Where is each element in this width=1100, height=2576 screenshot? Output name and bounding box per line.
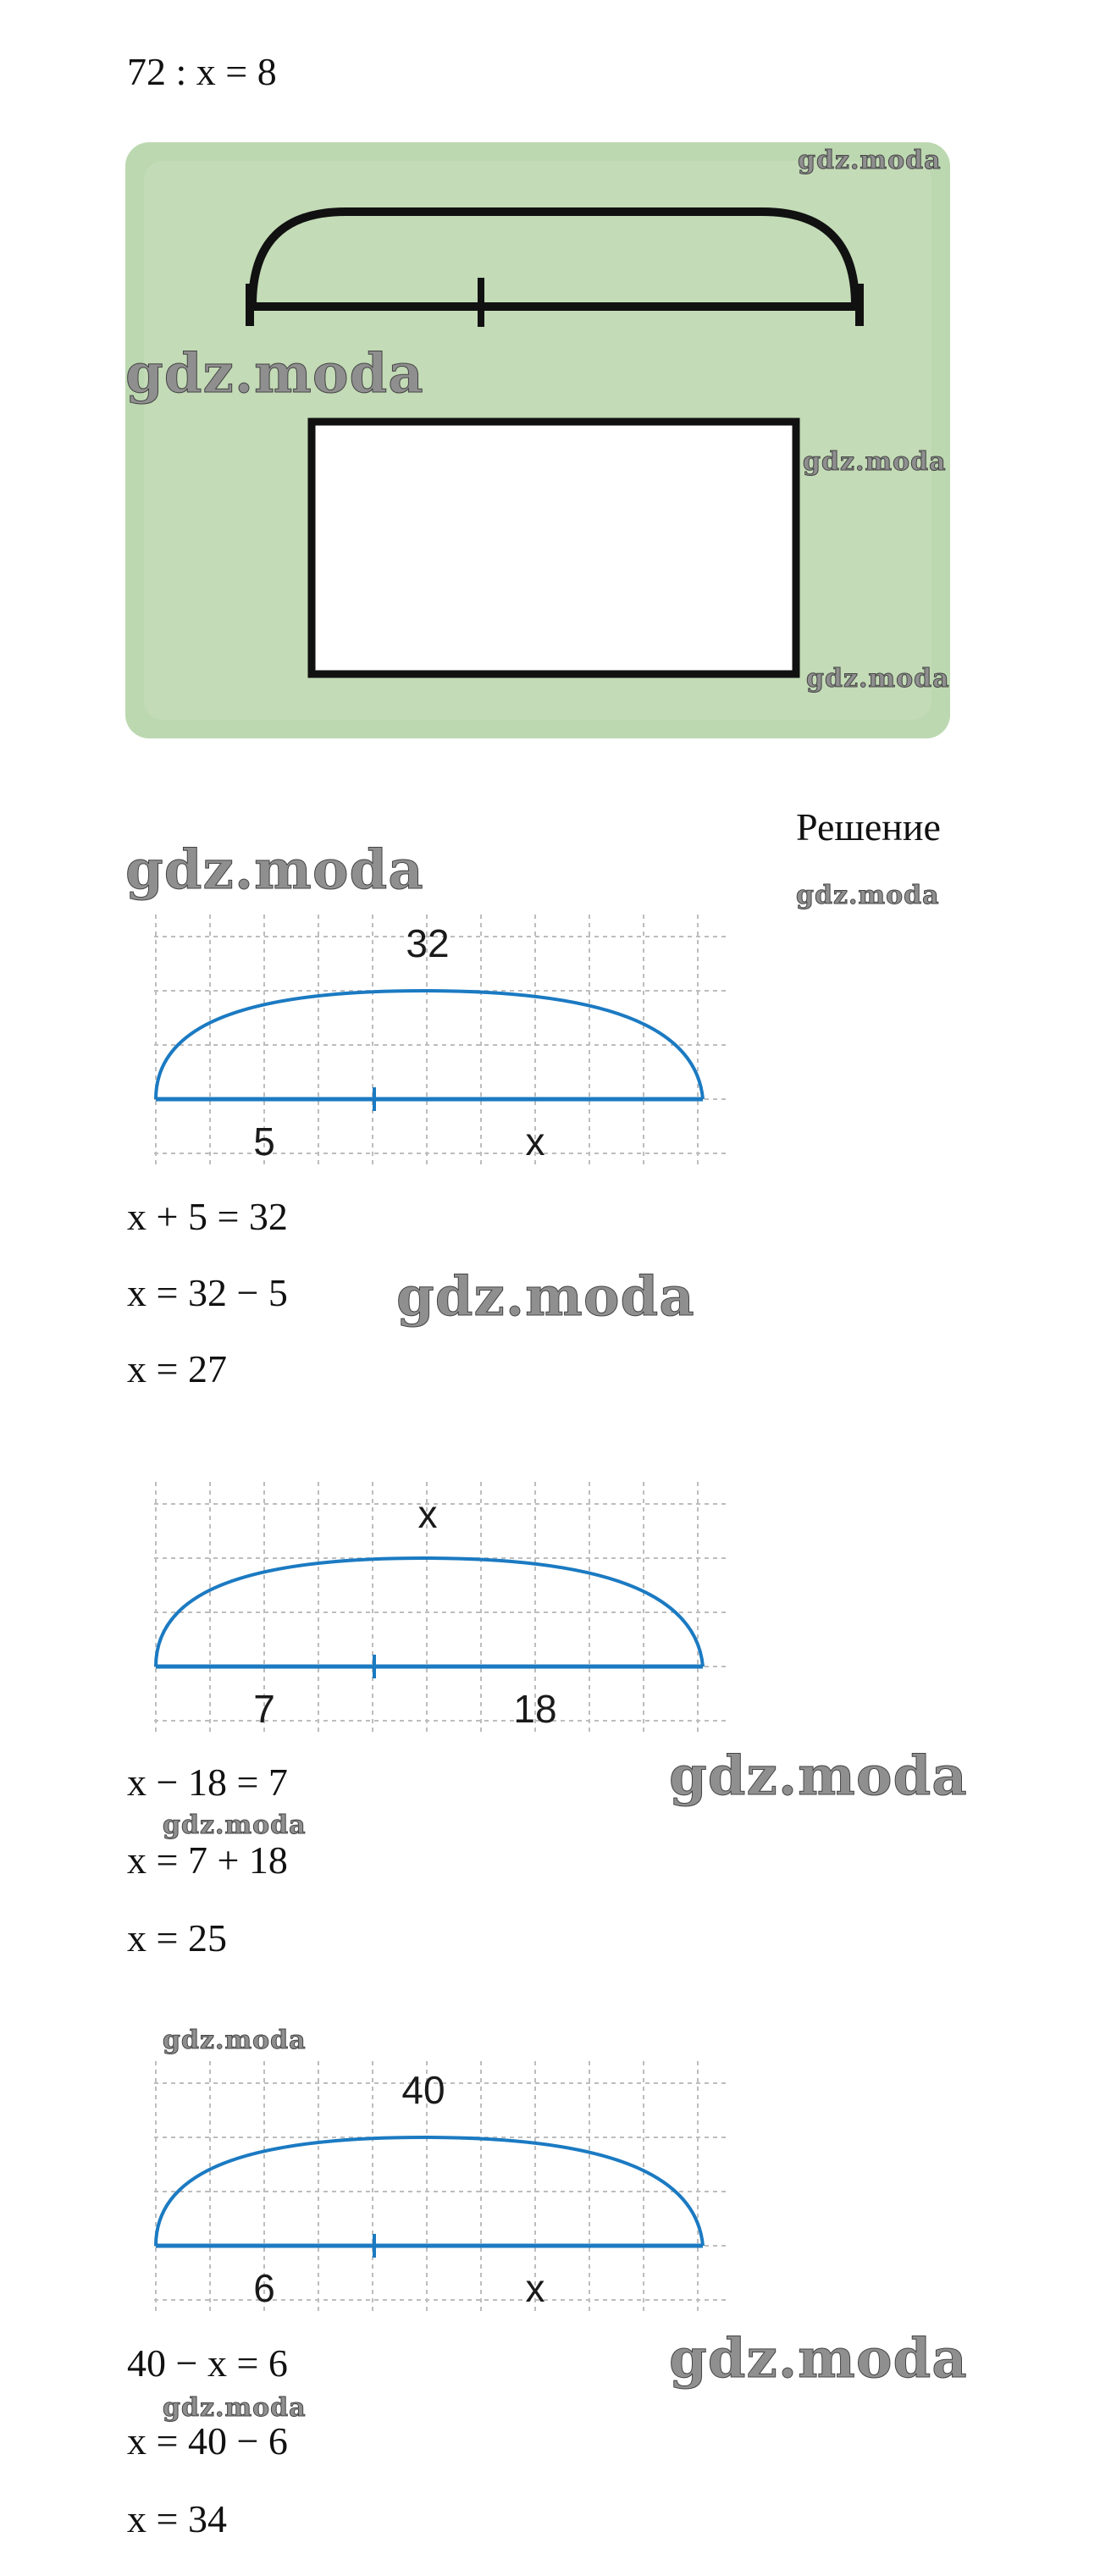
textbook-scheme-card xyxy=(119,135,957,745)
solution-heading: Решение xyxy=(796,805,941,849)
solution-line: 40 − x = 6 xyxy=(127,2341,288,2385)
watermark: gdz.moda xyxy=(163,2393,307,2423)
watermark: gdz.moda xyxy=(163,2026,307,2055)
left-part-label: 6 xyxy=(253,2266,275,2310)
solution-line: x = 32 − 5 xyxy=(127,1271,288,1314)
watermark: gdz.moda xyxy=(669,2327,968,2391)
right-part-label: 18 xyxy=(513,1687,557,1731)
top-label: x xyxy=(417,1492,438,1536)
task-equation: 72 : x = 8 xyxy=(127,50,277,93)
watermark: gdz.moda xyxy=(125,838,424,902)
answer-box xyxy=(312,422,796,674)
watermark: gdz.moda xyxy=(798,146,942,175)
left-part-label: 5 xyxy=(253,1119,275,1164)
watermark: gdz.moda xyxy=(125,342,424,406)
watermark: gdz.moda xyxy=(396,1265,695,1329)
solution-line: x = 25 xyxy=(127,1916,227,1960)
top-label: 40 xyxy=(401,2068,445,2112)
segment-diagram-1 xyxy=(144,906,737,1177)
top-label: 32 xyxy=(406,921,450,965)
watermark: gdz.moda xyxy=(803,447,947,477)
grid xyxy=(154,1482,728,1736)
solution-line: x = 40 − 6 xyxy=(127,2419,288,2463)
segment-diagram-2 xyxy=(144,1473,737,1744)
solution-line: x + 5 = 32 xyxy=(127,1195,288,1238)
solution-line: x = 7 + 18 xyxy=(127,1838,288,1882)
solution-line: x = 27 xyxy=(127,1347,227,1390)
right-part-label: x xyxy=(525,2266,545,2310)
solution-line: x − 18 = 7 xyxy=(127,1761,288,1804)
watermark: gdz.moda xyxy=(806,664,950,694)
segment-diagram-3 xyxy=(144,2053,737,2324)
right-part-label: x xyxy=(525,1119,545,1164)
watermark: gdz.moda xyxy=(669,1744,968,1808)
left-part-label: 7 xyxy=(253,1687,275,1731)
watermark: gdz.moda xyxy=(163,1810,307,1840)
watermark: gdz.moda xyxy=(796,881,940,910)
solution-line: x = 34 xyxy=(127,2497,227,2540)
